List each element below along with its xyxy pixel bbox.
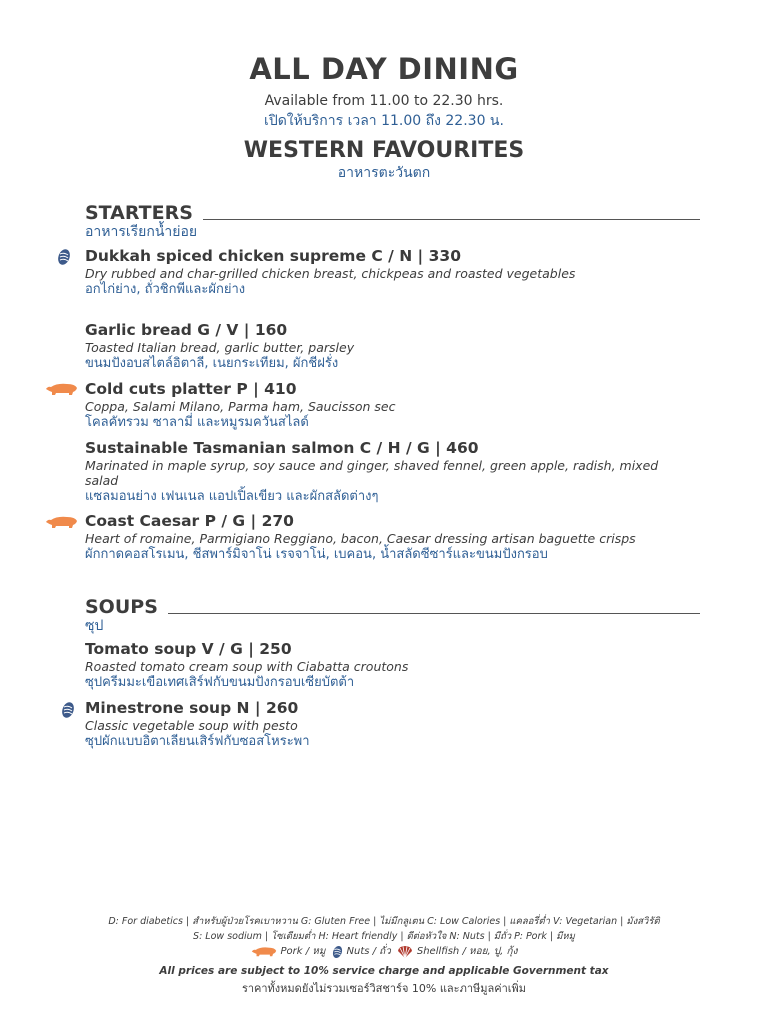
- section-starters: [85, 200, 700, 241]
- item-description: Classic vegetable soup with pesto: [85, 718, 298, 733]
- item-description: Marinated in maple syrup, soy sauce and ginger, shaved fennel, green apple, radish, mixed salad: [85, 458, 659, 488]
- item-name: Cold cuts platter P | 410: [85, 380, 297, 398]
- item-description: Roasted tomato cream soup with Ciabatta croutons: [85, 659, 409, 674]
- item-description: Heart of romaine, Parmigiano Reggiano, bacon, Caesar dressing artisan baguette crisps: [85, 531, 636, 546]
- legend-line-2: S: Low sodium | โซเดียมต่ำ H: Heart friendly | ดีต่อหัวใจ N: Nuts | มีถั่ว P: Pork | มีหมู: [193, 931, 575, 942]
- legend-nuts: [332, 944, 391, 959]
- legend-pork: [251, 944, 326, 959]
- item-description-th: แซลมอนย่าง เฟนเนล แอปเปิ้ลเขียว และผักสลัดต่างๆ: [85, 489, 379, 504]
- menu-item: [85, 512, 685, 563]
- shellfish-icon: [397, 945, 413, 959]
- item-name: Tomato soup V / G | 250: [85, 640, 292, 658]
- section-title: STARTERS: [85, 202, 193, 224]
- legend-shellfish-label: Shellfish / หอย, ปู, กุ้ง: [416, 946, 518, 957]
- tax-note-th: ราคาทั้งหมดยังไม่รวมเซอร์วิสชาร์จ 10% และภาษีมูลค่าเพิ่ม: [241, 982, 527, 995]
- item-description: Coppa, Salami Milano, Parma ham, Saucisson sec: [85, 399, 396, 414]
- menu-item: [85, 247, 685, 298]
- nuts-icon: [332, 945, 343, 959]
- nuts-icon: [57, 248, 71, 266]
- menu-item: [85, 640, 685, 691]
- menu-subtitle: WESTERN FAVOURITES: [243, 138, 525, 163]
- tax-note-en: All prices are subject to 10% service charge and applicable Government tax: [159, 965, 609, 977]
- item-name: Coast Caesar P / G | 270: [85, 512, 294, 530]
- section-divider: [203, 219, 700, 220]
- menu-item: [85, 380, 685, 431]
- menu-item: [85, 699, 685, 750]
- item-description-th: ขนมปังอบสไตล์อิตาลี, เนยกระเทียม, ผักชีฝรั่ง: [85, 356, 339, 371]
- item-description-th: ซุปผักแบบอิตาเลียนเสิร์ฟกับซอสโหระพา: [85, 734, 310, 749]
- availability-th: เปิดให้บริการ เวลา 11.00 ถึง 22.30 น.: [264, 113, 504, 129]
- pork-icon: [45, 515, 78, 529]
- item-description-th: โคลคัทรวม ซาลามี่ และหมูรมควันสไลด์: [85, 415, 309, 430]
- availability-en: Available from 11.00 to 22.30 hrs.: [264, 93, 504, 109]
- legend-pork-label: Pork / หมู: [280, 946, 326, 957]
- item-name: Dukkah spiced chicken supreme C / N | 330: [85, 247, 461, 265]
- menu-item: [85, 321, 685, 372]
- section-title-th: ซุป: [85, 618, 104, 634]
- item-description: Toasted Italian bread, garlic butter, parsley: [85, 340, 355, 355]
- section-soups: [85, 594, 700, 635]
- legend-nuts-label: Nuts / ถั่ว: [346, 946, 391, 957]
- section-divider: [168, 613, 700, 614]
- item-description-th: ผักกาดคอสโรเมน, ชีสพาร์มิจาโน่ เรจจาโน่, เบคอน, น้ำสลัดซีซาร์และขนมปังกรอบ: [85, 547, 548, 562]
- item-description-th: ซุปครีมมะเขือเทศเสิร์ฟกับขนมปังกรอบเซียบัตต้า: [85, 675, 355, 690]
- section-title-th: อาหารเรียกน้ำย่อย: [85, 224, 198, 240]
- menu-item: [85, 439, 685, 505]
- item-name: Minestrone soup N | 260: [85, 699, 299, 717]
- item-name: Sustainable Tasmanian salmon C / H / G | 460: [85, 439, 479, 457]
- pork-icon: [45, 382, 78, 396]
- icon-legend: [0, 944, 768, 959]
- legend-shellfish: [397, 944, 518, 959]
- legend-line-1: D: For diabetics | สำหรับผู้ป่วยโรคเบาหวาน G: Gluten Free | ไม่มีกลูเตน C: Low Calories | แคลอรี่ต่ำ V: Vegetarian | มังสวิรัติ: [108, 916, 660, 927]
- item-description-th: อกไก่ย่าง, ถั่วชิกพีและผักย่าง: [85, 282, 246, 297]
- item-name: Garlic bread G / V | 160: [85, 321, 288, 339]
- section-title: SOUPS: [85, 596, 158, 618]
- item-description: Dry rubbed and char-grilled chicken breast, chickpeas and roasted vegetables: [85, 266, 576, 281]
- menu-subtitle-th: อาหารตะวันตก: [337, 165, 431, 181]
- pork-icon: [251, 946, 277, 957]
- page-title: ALL DAY DINING: [249, 52, 519, 86]
- nuts-icon: [61, 701, 75, 719]
